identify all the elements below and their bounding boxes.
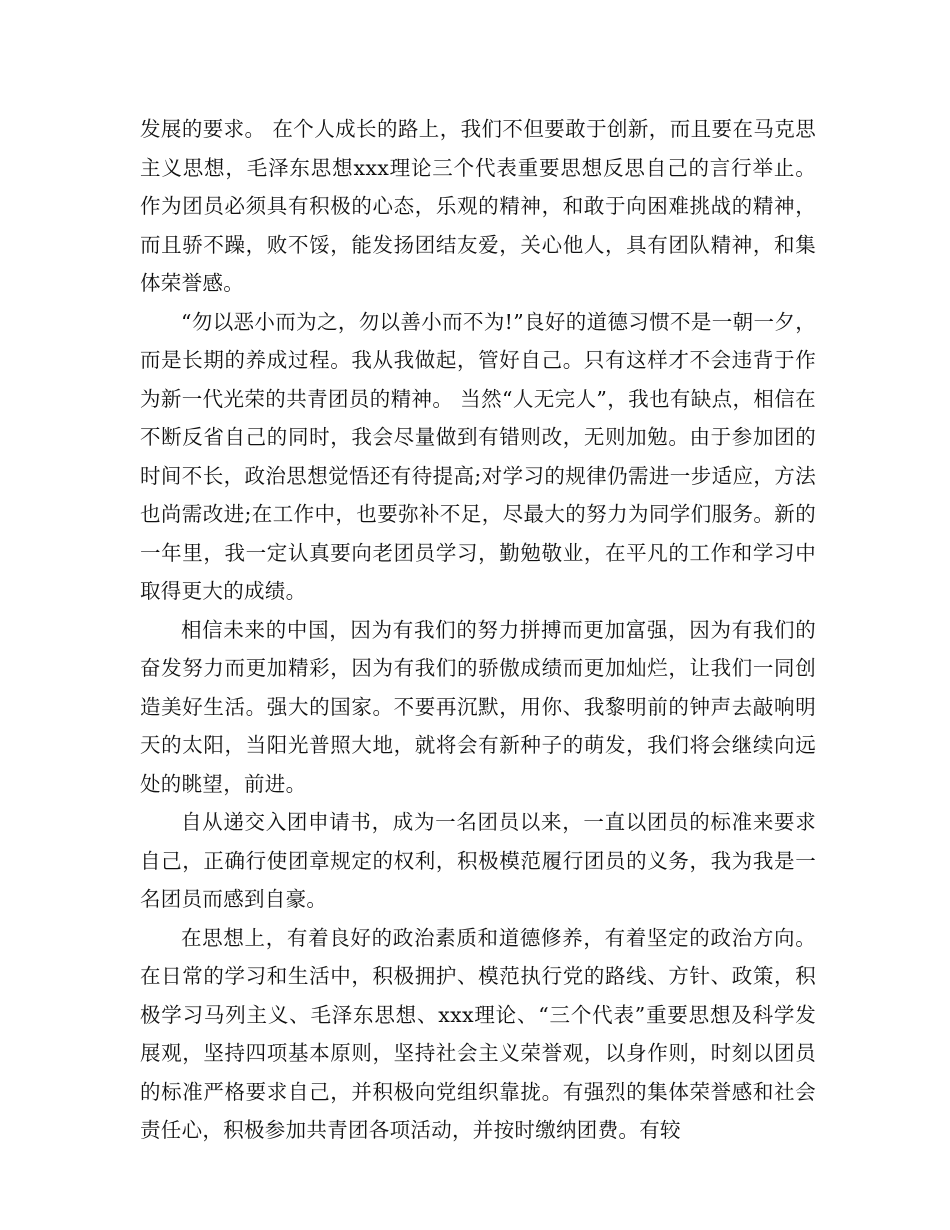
paragraph-4: 自从递交入团申请书，成为一名团员以来，一直以团员的标准来要求自己，正确行使团章规定的权利，积极模范履行团员的义务，我为我是一名团员而感到自豪。 xyxy=(140,810,816,911)
paragraph-1: 发展的要求。 在个人成长的路上，我们不但要敢于创新，而且要在马克思主义思想，毛泽东思想xxx理论三个代表重要思想反思自己的言行举止。作为团员必须具有积极的心态，乐观的精神，和敢于向困难挑战的精神，而且骄不躁，败不馁，能发扬团结友爱，关心他人，具有团队精神，和集体荣誉感。 xyxy=(140,117,816,295)
paragraph-5: 在思想上，有着良好的政治素质和道德修养，有着坚定的政治方向。在日常的学习和生活中，积极拥护、模范执行党的路线、方针、政策，积极学习马列主义、毛泽东思想、xxx理论、“三个代表”重要思想及科学发展观，坚持四项基本原则，坚持社会主义荣誉观，以身作则，时刻以团员的标准严格要求自己，并积极向党组织靠拢。有强烈的集体荣誉感和社会责任心，积极参加共青团各项活动，并按时缴纳团费。有较 xyxy=(140,925,816,1142)
paragraph-2: “勿以恶小而为之，勿以善小而不为!”良好的道德习惯不是一朝一夕，而是长期的养成过程。我从我做起，管好自己。只有这样才不会违背于作为新一代光荣的共青团员的精神。 当然“人无完人”，我也有缺点，相信在不断反省自己的同时，我会尽量做到有错则改，无则加勉。由于参加团的时间不长，政治思想觉悟还有待提高;对学习的规律仍需进一步适应，方法也尚需改进;在工作中，也要弥补不足，尽最大的努力为同学们服务。新的一年里，我一定认真要向老团员学习，勤勉敬业，在平凡的工作和学习中取得更大的成绩。 xyxy=(140,309,816,603)
document-body xyxy=(140,110,816,1150)
paragraph-3: 相信未来的中国，因为有我们的努力拼搏而更加富强，因为有我们的奋发努力而更加精彩，因为有我们的骄傲成绩而更加灿烂，让我们一同创造美好生活。强大的国家。不要再沉默，用你、我黎明前的钟声去敲响明天的太阳，当阳光普照大地，就将会有新种子的萌发，我们将会继续向远处的眺望，前进。 xyxy=(140,617,816,796)
